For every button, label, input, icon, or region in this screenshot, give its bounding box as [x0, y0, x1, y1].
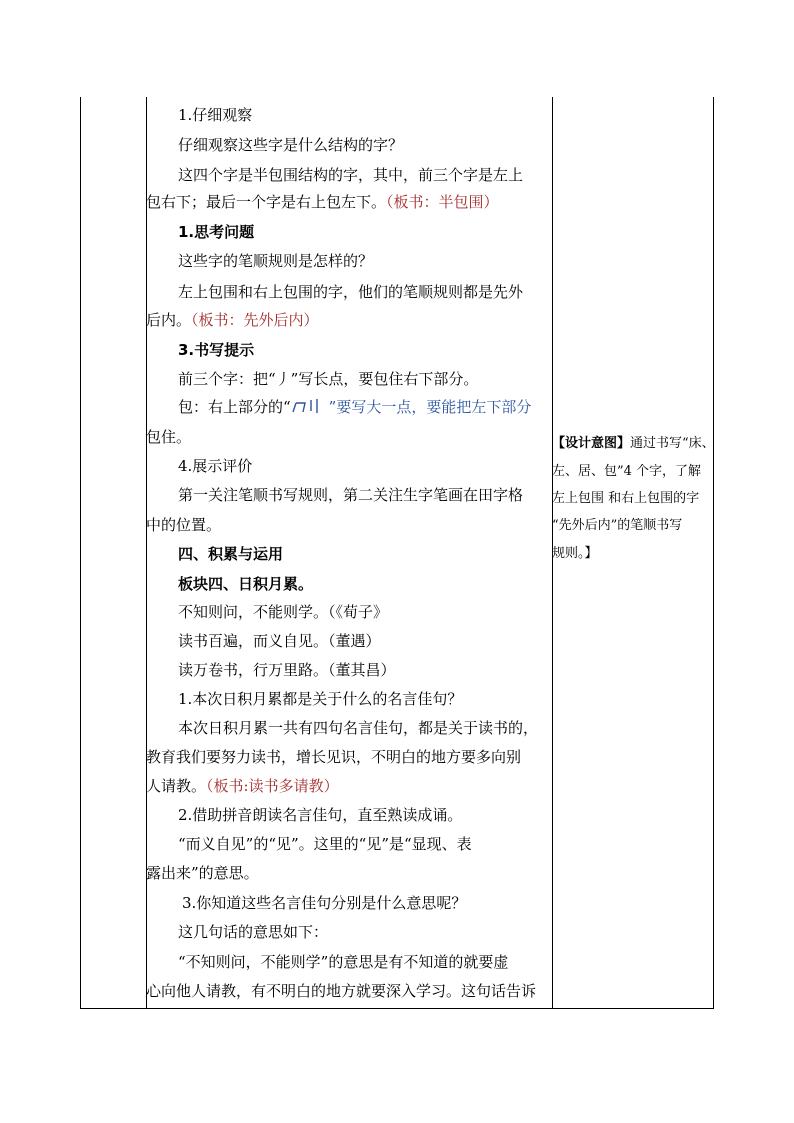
observe-heading: 1.仔细观察 [178, 106, 253, 124]
section-heading-4: 四、积累与运用 [178, 545, 284, 563]
design-intent-line-5: 规则。】 [552, 546, 598, 561]
show-text-1: 第一关注笔顺书写规则，第二关注生字笔画在田字格 [178, 486, 524, 504]
answer-1-line-2: 教育我们要努力读书，增长见识，不明白的地方要多向别 [146, 748, 522, 766]
answer-1-line-3: 人请教。（板书:读书多请教） [146, 777, 339, 795]
write-tip-3: 包住。 [146, 428, 192, 446]
quote-1: 不知则问，不能则学。（《荀子》 [178, 603, 389, 621]
board-note-outside-first: （板书：先外后内） [191, 311, 319, 329]
show-heading: 4.展示评价 [178, 457, 253, 475]
answer-1-line-1: 本次日积月累一共有四句名言佳句，都是关于读书的， [178, 719, 539, 737]
radical-glyph-icon [291, 397, 329, 415]
question-3: 3.你知道这些名言佳句分别是什么意思呢？ [182, 894, 467, 912]
answer-3-line-3: 心向他人请教，有不明白的地方就要深入学习。这句话告诉 [146, 982, 537, 1000]
quote-2: 读书百遍，而义自见。（董遇） [178, 632, 381, 650]
think-question: 这些字的笔顺规则是怎样的？ [178, 252, 374, 270]
write-tip-1: 前三个字：把“丿”写长点，要包住右下部分。 [178, 370, 479, 388]
design-intent-line-4: “先外后内”的笔顺书写 [552, 518, 683, 533]
design-intent-line-2: 左、居、包”4 个字，了解 [552, 464, 702, 479]
answer-3-line-2: “不知则问，不能则学”的意思是有不知道的就要虚 [178, 953, 509, 971]
board-note-half-surround: （板书：半包围） [386, 193, 499, 211]
table-border-right [713, 97, 714, 1009]
answer-2-line-1: “而义自见”的“见”。这里的“见”是“显现、表 [178, 835, 472, 853]
observe-answer-1: 这四个字是半包围结构的字，其中，前三个字是左上 [178, 166, 524, 184]
design-intent-line-1: 【设计意图】通过书写“床、 [552, 436, 715, 451]
write-heading: 3.书写提示 [178, 341, 255, 359]
think-answer-1: 左上包围和右上包围的字，他们的笔顺规则都是先外 [178, 283, 524, 301]
write-tip-2: 包：右上部分的“ ”要写大一点，要能把左下部分 [178, 398, 532, 416]
lesson-content [146, 97, 619, 1009]
think-answer-2: 后内。（板书：先外后内） [146, 311, 319, 329]
answer-2-line-2: 露出来”的意思。 [146, 864, 259, 882]
observe-question: 仔细观察这些字是什么结构的字？ [178, 136, 404, 154]
question-1: 1.本次日积月累都是关于什么的名言佳句？ [178, 690, 463, 708]
block-heading-4: 板块四、日积月累。 [178, 575, 314, 593]
show-text-2: 中的位置。 [146, 516, 222, 534]
lesson-table [80, 97, 714, 1009]
table-border-left [80, 97, 81, 1009]
answer-3-line-1: 这几句话的意思如下： [178, 923, 329, 941]
observe-answer-2: 包右下；最后一个字是右上包左下。（板书：半包围） [146, 193, 499, 211]
question-2: 2.借助拼音朗读名言佳句，直至熟读成诵。 [178, 806, 463, 824]
quote-3: 读万卷书，行万里路。（董其昌） [178, 661, 396, 679]
board-note-read-ask: （板书:读书多请教） [206, 777, 339, 795]
think-heading: 1.思考问题 [178, 223, 255, 241]
design-intent-line-3: 左上包围 和右上包围的字 [552, 491, 700, 506]
